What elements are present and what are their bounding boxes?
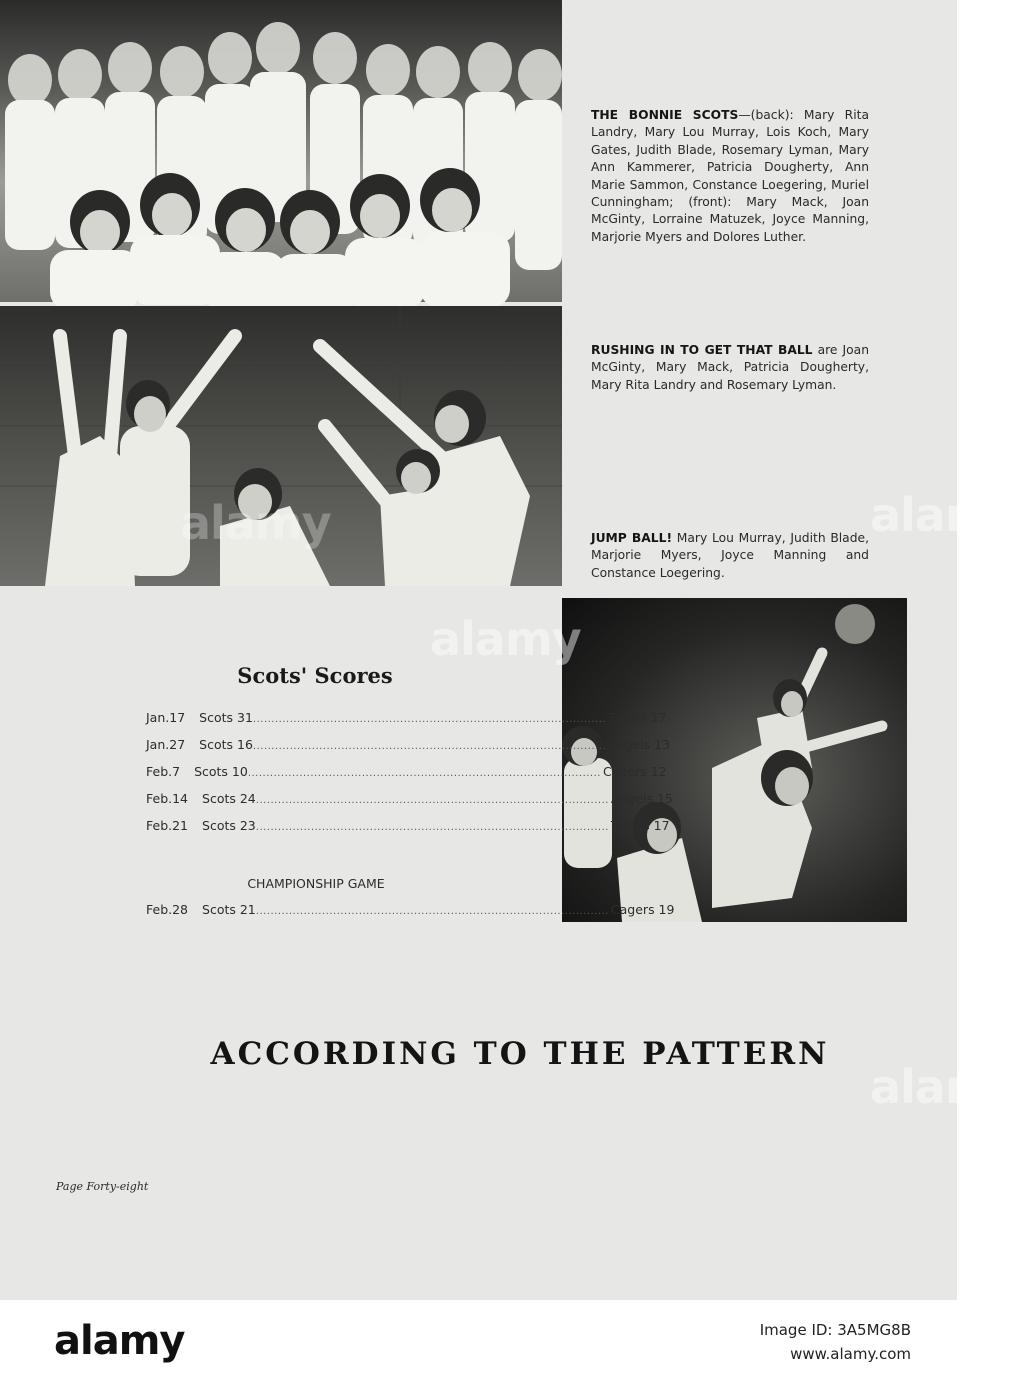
score-month: Feb.: [146, 902, 173, 917]
score-month: Jan.: [146, 710, 170, 725]
rushing-photo: [0, 306, 562, 586]
footer-logo: alamy: [54, 1318, 185, 1364]
score-row: [146, 791, 673, 811]
watermark-text: alamy: [870, 488, 1021, 542]
score-away: Tonies 17: [608, 710, 667, 725]
score-leader-dots: [253, 741, 606, 752]
caption-bonnie-scots-text: —(back): Mary Rita Landry, Mary Lou Murray, Lois Koch, Mary Gates, Judith Blade, Rosemary Lyman, Mary Ann Kammerer, Patricia Dougherty, Ann Marie Sammon, Constance Loegering, Muriel Cunningham; (front): Mary Mack, Joan McGinty, Lorraine Matuzek, Joyce Manning, Marjorie Myers and Dolores Luther.: [591, 108, 870, 244]
championship-label: CHAMPIONSHIP GAME: [247, 876, 385, 891]
caption-jump-ball: [591, 530, 869, 582]
score-day: 7: [172, 764, 181, 779]
jump-ball-photo: [562, 598, 907, 922]
stock-footer: [0, 1300, 957, 1390]
score-day: 17: [169, 710, 186, 725]
score-row: [146, 710, 667, 730]
score-away: Tonies 17: [610, 818, 670, 833]
caption-rushing-text: are Joan McGinty, Mary Mack, Patricia Dougherty, Mary Rita Landry and Rosemary Lyman.: [591, 343, 870, 392]
score-home: Scots 21: [202, 902, 256, 917]
score-home: Scots 24: [202, 791, 256, 806]
caption-bonnie-scots-lead: THE BONNIE SCOTS: [591, 108, 739, 122]
score-day: 27: [169, 737, 186, 752]
score-day: 14: [172, 791, 189, 806]
footer-image-id: Image ID: 3A5MG8B: [759, 1321, 911, 1339]
scores-title: Scots' Scores: [237, 663, 393, 688]
score-row: [146, 818, 670, 838]
score-away: Angels 15: [610, 791, 673, 806]
page-number: Page Forty-eight: [56, 1180, 149, 1193]
score-row: [146, 764, 667, 784]
score-leader-dots: [256, 906, 609, 917]
score-home: Scots 16: [199, 737, 253, 752]
score-day: 28: [172, 902, 189, 917]
section-heading: ACCORDING TO THE PATTERN: [210, 1036, 830, 1072]
caption-jump-ball-text: Mary Lou Murray, Judith Blade, Marjorie Myers, Joyce Manning and Constance Loegering.: [591, 531, 869, 580]
score-day: 21: [172, 818, 189, 833]
score-home: Scots 23: [202, 818, 256, 833]
championship-score-row: [146, 902, 675, 922]
score-home: Scots 10: [194, 764, 248, 779]
caption-bonnie-scots: [591, 107, 869, 246]
watermark-text: alamy: [180, 496, 331, 550]
team-photo-figures: [0, 0, 562, 302]
score-month: Feb.: [146, 818, 173, 833]
watermark-text: alamy: [430, 612, 581, 666]
score-away: Angels 13: [608, 737, 671, 752]
score-leader-dots: [256, 795, 609, 806]
score-month: Feb.: [146, 791, 173, 806]
score-leader-dots: [256, 822, 609, 833]
caption-rushing: [591, 342, 869, 394]
score-month: Jan.: [146, 737, 170, 752]
score-leader-dots: [253, 714, 606, 725]
score-month: Feb.: [146, 764, 173, 779]
score-leader-dots: [248, 768, 601, 779]
score-row: [146, 737, 671, 757]
score-away: Cagers 12: [602, 764, 667, 779]
team-photo: [0, 0, 562, 302]
score-home: Scots 31: [199, 710, 253, 725]
watermark-text: alamy: [870, 1060, 1021, 1114]
score-away: Cagers 19: [610, 902, 675, 917]
footer-site: www.alamy.com: [790, 1345, 911, 1363]
caption-rushing-lead: RUSHING IN TO GET THAT BALL: [591, 343, 813, 357]
jump-ball-photo-figures: [562, 598, 907, 922]
caption-jump-ball-lead: JUMP BALL!: [591, 531, 673, 545]
footer-image-info: [760, 1318, 911, 1366]
